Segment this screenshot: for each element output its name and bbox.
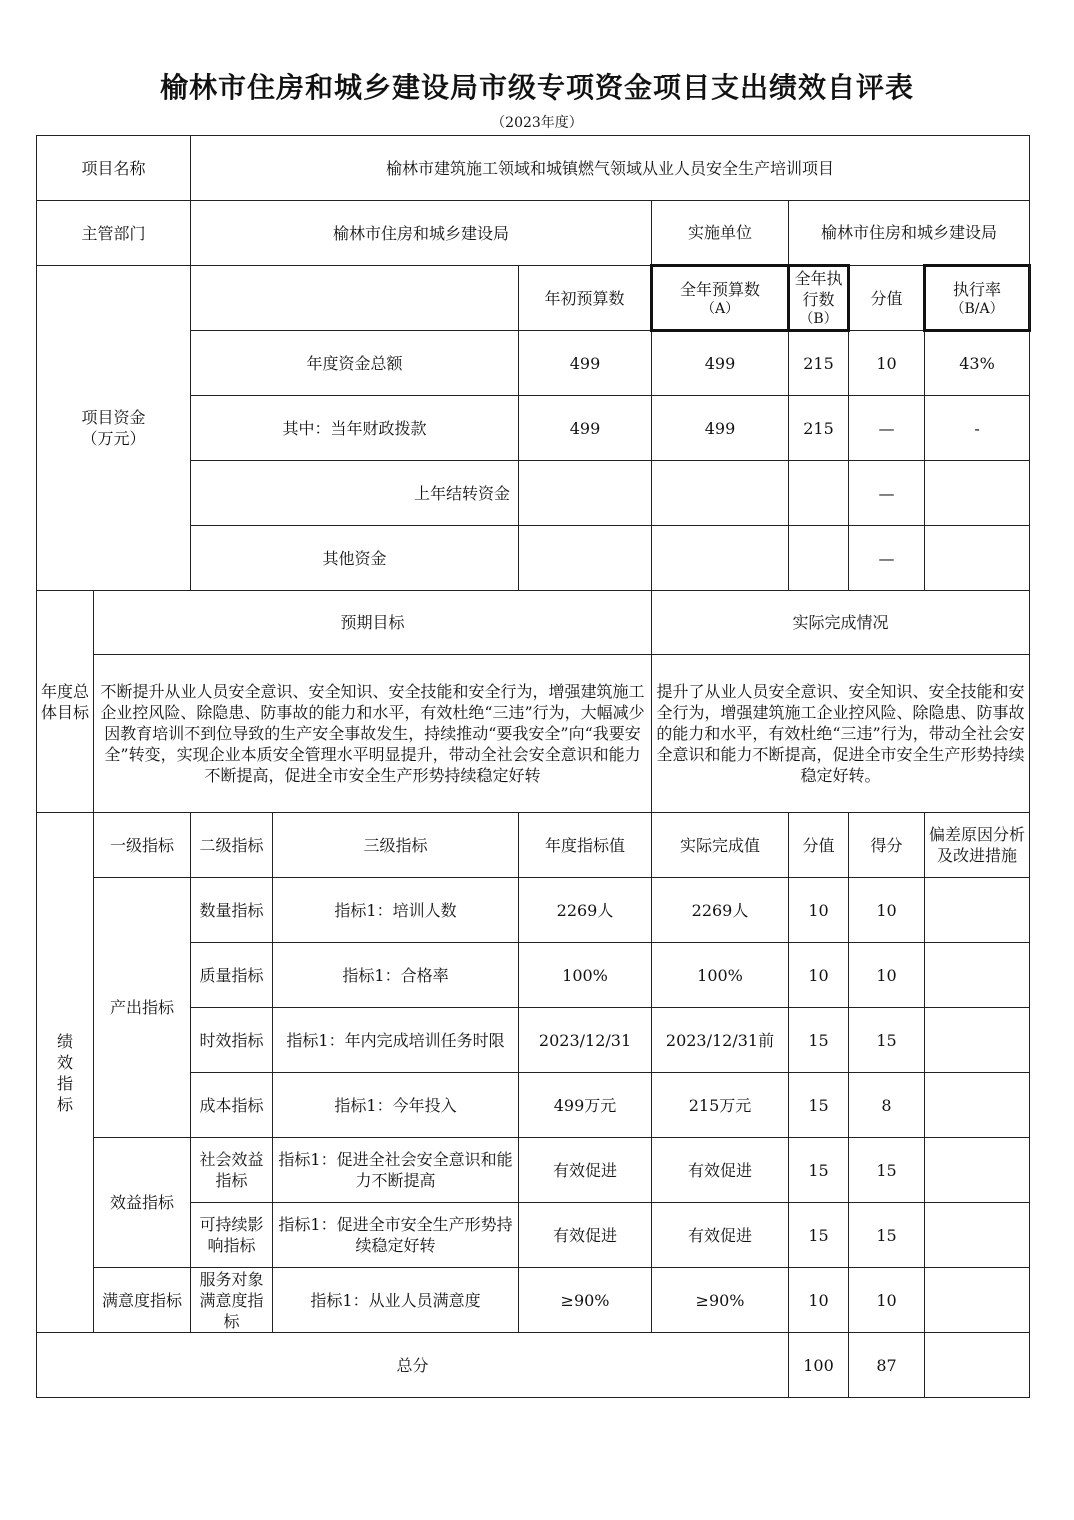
total-blank: [925, 1333, 1030, 1398]
indicator-actual: 有效促进: [652, 1138, 789, 1203]
funds-score-value: —: [849, 461, 925, 526]
indicator-level3: 指标1：促进全社会安全意识和能力不断提高: [273, 1138, 519, 1203]
project-name-label: 项目名称: [37, 136, 191, 201]
indicator-row: [37, 878, 1030, 943]
impl-unit-value: 榆林市住房和城乡建设局: [789, 201, 1030, 266]
page-title: 榆林市住房和城乡建设局市级专项资金项目支出绩效自评表: [159, 71, 914, 104]
goals-label: 年度总体目标: [37, 591, 94, 813]
indicator-score: 8: [849, 1073, 925, 1138]
funds-rate: [925, 461, 1030, 526]
indicator-score: 15: [849, 1138, 925, 1203]
indicator-score-value: 10: [789, 878, 849, 943]
header-ind-score-value: 分值: [789, 813, 849, 878]
funds-rate: -: [925, 396, 1030, 461]
indicator-level3: 指标1：合格率: [273, 943, 519, 1008]
funds-annual: 499: [652, 396, 789, 461]
indicator-target: 有效促进: [519, 1138, 652, 1203]
funds-annual: [652, 526, 789, 591]
header-exec-rate-text: 执行率: [953, 279, 1002, 299]
header-score-value: 分值: [849, 266, 925, 331]
indicator-deviation: [925, 1008, 1030, 1073]
total-score-value: 100: [789, 1333, 849, 1398]
indicator-score-value: 15: [789, 1073, 849, 1138]
indicator-score: 10: [849, 943, 925, 1008]
funds-initial: 499: [519, 396, 652, 461]
indicator-level3: 指标1：促进全市安全生产形势持续稳定好转: [273, 1203, 519, 1268]
header-level3: 三级指标: [273, 813, 519, 878]
total-row: [37, 1333, 1030, 1398]
group-satisfaction: 满意度指标: [94, 1268, 191, 1333]
indicator-actual: 215万元: [652, 1073, 789, 1138]
indicators-label: 绩效指标: [37, 813, 94, 1333]
indicator-score-value: 10: [789, 943, 849, 1008]
header-exec-rate: [925, 266, 1030, 331]
indicator-score: 15: [849, 1203, 925, 1268]
funds-row-label: 其中：当年财政拨款: [191, 396, 519, 461]
indicator-actual: ≥90%: [652, 1268, 789, 1333]
header-level1: 一级指标: [94, 813, 191, 878]
indicator-header-row: [37, 813, 1030, 878]
indicator-score: 10: [849, 878, 925, 943]
indicator-level3: 指标1：从业人员满意度: [273, 1268, 519, 1333]
expected-goal-header: 预期目标: [94, 591, 652, 655]
indicator-target: 499万元: [519, 1073, 652, 1138]
dept-label: 主管部门: [37, 201, 191, 266]
header-annual-budget-text: 全年预算数: [680, 279, 761, 299]
indicator-actual: 有效促进: [652, 1203, 789, 1268]
indicator-actual: 2023/12/31前: [652, 1008, 789, 1073]
department-row: [37, 201, 1030, 266]
indicator-score-value: 15: [789, 1008, 849, 1073]
indicator-score-value: 15: [789, 1203, 849, 1268]
goals-content-row: [37, 655, 1030, 813]
indicator-deviation: [925, 1203, 1030, 1268]
indicator-level2: 服务对象满意度指标: [191, 1268, 273, 1333]
funds-header-row: [37, 266, 1030, 331]
funds-executed: [789, 526, 849, 591]
group-output: 产出指标: [94, 878, 191, 1138]
indicator-score: 10: [849, 1268, 925, 1333]
header-level2: 二级指标: [191, 813, 273, 878]
group-benefit: 效益指标: [94, 1138, 191, 1268]
header-deviation: 偏差原因分析及改进措施: [925, 813, 1030, 878]
header-executed: [789, 266, 849, 331]
header-executed-text: 全年执行数: [794, 269, 843, 309]
expected-goal-text: 不断提升从业人员安全意识、安全知识、安全技能和安全行为，增强建筑施工企业控风险、除隐患、防事故的能力和水平，有效杜绝“三违”行为，大幅减少因教育培训不到位导致的生产安全事故发生，持续推动“要我安全”向“我要安全”转变，实现企业本质安全管理水平明显提升，带动全社会安全意识和能力不断提高，促进全市安全生产形势持续稳定好转: [94, 655, 652, 813]
indicator-level2: 数量指标: [191, 878, 273, 943]
funds-row-label: 其他资金: [191, 526, 519, 591]
funds-executed: [789, 461, 849, 526]
header-annual-budget: [652, 266, 789, 331]
funds-score-value: —: [849, 396, 925, 461]
funds-row-label: 上年结转资金: [191, 461, 519, 526]
indicator-actual: 2269人: [652, 878, 789, 943]
funds-header-blank: [191, 266, 519, 331]
funds-initial: [519, 461, 652, 526]
indicator-target: ≥90%: [519, 1268, 652, 1333]
dept-value: 榆林市住房和城乡建设局: [191, 201, 652, 266]
header-initial-budget: 年初预算数: [519, 266, 652, 331]
indicator-level2: 成本指标: [191, 1073, 273, 1138]
header-executed-sub: （B）: [799, 311, 838, 327]
indicator-target: 2023/12/31: [519, 1008, 652, 1073]
indicator-deviation: [925, 943, 1030, 1008]
header-ind-score: 得分: [849, 813, 925, 878]
indicator-level2: 社会效益指标: [191, 1138, 273, 1203]
indicator-level2: 可持续影响指标: [191, 1203, 273, 1268]
indicator-score-value: 10: [789, 1268, 849, 1333]
header-target: 年度指标值: [519, 813, 652, 878]
funds-executed: 215: [789, 396, 849, 461]
header-annual-budget-sub: （A）: [700, 300, 740, 317]
actual-result-header: 实际完成情况: [652, 591, 1030, 655]
funds-rate: [925, 526, 1030, 591]
total-score: 87: [849, 1333, 925, 1398]
funds-label-text: 项目资金: [81, 408, 146, 427]
indicator-actual: 100%: [652, 943, 789, 1008]
funds-unit: （万元）: [81, 429, 146, 448]
funds-score-value: 10: [849, 331, 925, 396]
funds-score-value: —: [849, 526, 925, 591]
evaluation-table: [36, 135, 1030, 1398]
indicator-target: 有效促进: [519, 1203, 652, 1268]
funds-annual: 499: [652, 331, 789, 396]
project-row: [37, 136, 1030, 201]
indicator-deviation: [925, 1268, 1030, 1333]
indicator-level2: 时效指标: [191, 1008, 273, 1073]
indicator-score-value: 15: [789, 1138, 849, 1203]
funds-initial: 499: [519, 331, 652, 396]
indicator-row: [37, 1138, 1030, 1203]
total-label: 总分: [37, 1333, 789, 1398]
indicator-level3: 指标1：今年投入: [273, 1073, 519, 1138]
funds-initial: [519, 526, 652, 591]
funds-row-label: 年度资金总额: [191, 331, 519, 396]
impl-unit-label: 实施单位: [652, 201, 789, 266]
indicator-row: [37, 1268, 1030, 1333]
indicator-level3: 指标1：培训人数: [273, 878, 519, 943]
funds-rate: 43%: [925, 331, 1030, 396]
report-year: （2023年度）: [491, 115, 583, 131]
indicator-level2: 质量指标: [191, 943, 273, 1008]
header-exec-rate-sub: （B/A）: [950, 300, 1004, 317]
project-name-value: 榆林市建筑施工领域和城镇燃气领域从业人员安全生产培训项目: [191, 136, 1030, 201]
indicator-deviation: [925, 1138, 1030, 1203]
indicator-target: 100%: [519, 943, 652, 1008]
indicator-deviation: [925, 1073, 1030, 1138]
indicator-score: 15: [849, 1008, 925, 1073]
actual-result-text: 提升了从业人员安全意识、安全知识、安全技能和安全行为，增强建筑施工企业控风险、除隐患、防事故的能力和水平，有效杜绝“三违”行为，带动全社会安全意识和能力不断提高，促进全市安全生产形势持续稳定好转。: [652, 655, 1030, 813]
funds-label: [37, 266, 191, 591]
funds-annual: [652, 461, 789, 526]
indicator-target: 2269人: [519, 878, 652, 943]
goals-header-row: [37, 591, 1030, 655]
indicator-level3: 指标1：年内完成培训任务时限: [273, 1008, 519, 1073]
funds-executed: 215: [789, 331, 849, 396]
indicator-deviation: [925, 878, 1030, 943]
header-actual: 实际完成值: [652, 813, 789, 878]
